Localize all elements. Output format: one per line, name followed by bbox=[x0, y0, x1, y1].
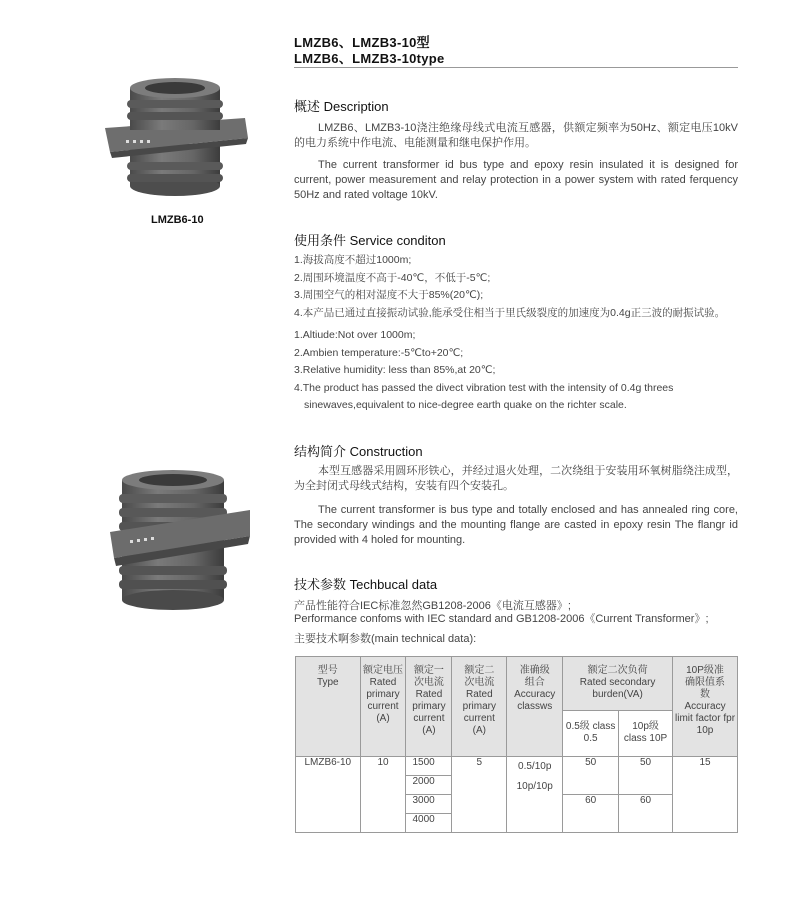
construction-text-cn: 本型互感器采用圆环形铁心，并经过退火处理，二次绕组于安装用环氧树脂绕注成型，为全封闭式母线式结构，安装有四个安装孔。 bbox=[294, 465, 738, 492]
list-item: 2.Ambien temperature:-5℃to+20℃; bbox=[294, 346, 464, 359]
product-image-construction bbox=[100, 466, 252, 616]
list-item: sinewaves,equivalent to nice-degree earth quake on the richter scale. bbox=[304, 399, 627, 411]
list-item: 1.Altiude:Not over 1000m; bbox=[294, 329, 416, 341]
header-secondary: 额定二次电流 Rated primary current (A) bbox=[452, 657, 507, 757]
product-image-lmzb6 bbox=[100, 74, 250, 210]
list-item: 3.Relative humidity: less than 85%,at 20℃; bbox=[294, 364, 496, 376]
header-burden: 额定二次负荷 Rated secondary burden(VA) bbox=[563, 657, 673, 711]
title-divider bbox=[294, 67, 738, 68]
technical-line-cn: 产品性能符合IEC标准忽然GB1208-2006《电流互感器》; bbox=[294, 600, 571, 612]
section-heading-service: 使用条件 Service conditon bbox=[294, 233, 446, 248]
description-text-cn: LMZB6、LMZB3-10浇注绝缘母线式电流互感器，供额定频率为50Hz、额定电压10kV的电力系统中作电流、电能测量和继电保护作用。 bbox=[294, 122, 738, 149]
cell-secondary: 5 bbox=[452, 757, 507, 833]
list-item: 3.周围空气的相对湿度不大于85%(20℃); bbox=[294, 289, 484, 301]
service-list-en bbox=[294, 327, 754, 415]
section-heading-construction: 结构简介 Construction bbox=[294, 444, 423, 459]
section-heading-description: 概述 Description bbox=[294, 99, 389, 114]
list-item: 1.海拔高度不超过1000m; bbox=[294, 254, 412, 266]
header-primary: 额定一次电流 Rated primary current (A) bbox=[406, 657, 452, 757]
description-text-en: The current transformer id bus type and epoxy resin insulated it is designed for current, power measurement and relay protection in a power system with rated ferquency 50Hz and rated voltage 10kV. bbox=[294, 159, 738, 201]
cell-b05: 60 bbox=[563, 795, 619, 833]
cell-primary: 3000 bbox=[406, 795, 452, 814]
header-accuracy: 准确级组合 Accuracy classws bbox=[507, 657, 563, 757]
list-item: 2.周围环境温度不高于-40℃，不低于-5℃; bbox=[294, 271, 491, 284]
page-title-cn: LMZB6、LMZB3-10型 bbox=[294, 35, 430, 50]
cell-alf: 15 bbox=[673, 757, 738, 833]
cell-primary: 4000 bbox=[406, 814, 452, 833]
spec-table bbox=[295, 656, 738, 833]
figure-label: LMZB6-10 bbox=[151, 214, 204, 226]
header-alf: 10P级准确限值系数 Accuracy limit factor fpr 10p bbox=[673, 657, 738, 757]
cell-b10p: 60 bbox=[619, 795, 673, 833]
header-burden-05: 0.5级 class 0.5 bbox=[563, 711, 619, 757]
cell-voltage: 10 bbox=[360, 757, 406, 833]
section-heading-technical: 技术参数 Techbucal data bbox=[294, 577, 438, 592]
header-burden-10p: 10p级 class 10P bbox=[619, 711, 673, 757]
page-title-en: LMZB6、LMZB3-10type bbox=[294, 51, 445, 66]
header-voltage: 额定电压 Rated primary current (A) bbox=[360, 657, 406, 757]
service-list-cn bbox=[294, 252, 754, 322]
list-item: 4.本产品已通过直接振动试验,能承受住相当于里氏级裂度的加速度为0.4g正三波的耐振试验。 bbox=[294, 306, 726, 319]
cell-accuracy: 0.5/10p 10p/10p bbox=[507, 757, 563, 833]
cell-type: LMZB6-10 bbox=[296, 757, 361, 833]
list-item: 4.The product has passed the divect vibration test with the intensity of 0.4g threes bbox=[294, 381, 674, 394]
table-row bbox=[296, 757, 738, 776]
cell-primary: 2000 bbox=[406, 776, 452, 795]
technical-line-main: 主要技术啊参数(main technical data): bbox=[294, 633, 477, 645]
cell-b10p: 50 bbox=[619, 757, 673, 795]
technical-line-en: Performance confoms with IEC standard and GB1208-2006《Current Transformer》; bbox=[294, 613, 709, 625]
cell-primary: 1500 bbox=[406, 757, 452, 776]
header-type: 型号 Type bbox=[296, 657, 361, 757]
table-header-row bbox=[296, 657, 738, 711]
construction-text-en: The current transformer is bus type and totally enclosed and has annealed ring core, The secondary windings and the mounting flange are casted in epoxy resin The flangr id provided with 4 holed for mounting. bbox=[294, 504, 738, 546]
cell-b05: 50 bbox=[563, 757, 619, 795]
